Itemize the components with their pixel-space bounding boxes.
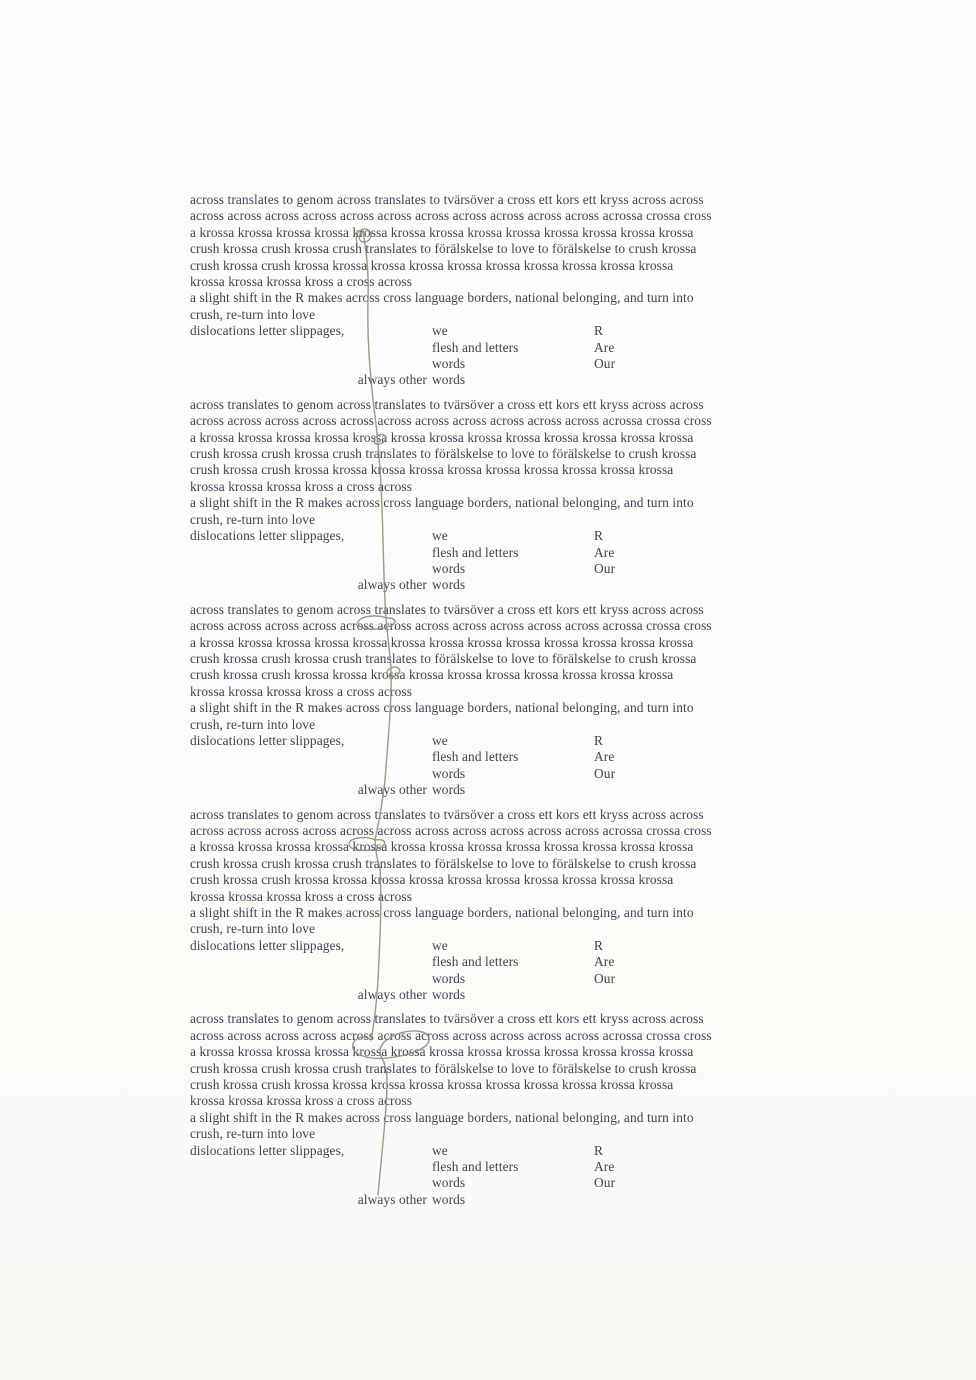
poem-footer-row xyxy=(190,577,790,593)
poem-line: crush krossa crush krossa krossa krossa krossa krossa krossa krossa krossa krossa krossa xyxy=(190,257,674,273)
poem-right-line: R xyxy=(594,937,604,953)
poem-line: crush krossa crush krossa crush translates to förälskelse to love to förälskelse to crush krossa xyxy=(190,1060,697,1076)
poem-stanza xyxy=(190,602,790,799)
poem-left-label: dislocations letter slippages, xyxy=(190,323,345,339)
poem-columns-row xyxy=(190,938,790,987)
poem-line: across across across across across across across across across across across acrossa crossa cross xyxy=(190,1027,712,1043)
poem-stanza-lines xyxy=(190,192,790,323)
poem-footer-row xyxy=(190,782,790,798)
poem-left-column xyxy=(190,733,344,749)
poem-middle-line: words xyxy=(432,356,466,372)
poem-stanza-lines xyxy=(190,1011,790,1142)
poem-left-label: dislocations letter slippages, xyxy=(190,1142,345,1158)
poem-line: crush krossa crush krossa krossa krossa krossa krossa krossa krossa krossa krossa krossa xyxy=(190,872,674,888)
poem-line: across across across across across across across across across across across acrossa crossa cross xyxy=(190,208,712,224)
poem-left-label: dislocations letter slippages, xyxy=(190,937,345,953)
poem-line: crush krossa crush krossa krossa krossa krossa krossa krossa krossa krossa krossa krossa xyxy=(190,462,674,478)
poem-line: a krossa krossa krossa krossa krossa krossa krossa krossa krossa krossa krossa krossa krossa xyxy=(190,839,694,855)
poem-line: a krossa krossa krossa krossa krossa krossa krossa krossa krossa krossa krossa krossa krossa xyxy=(190,429,694,445)
poem-right-line: Our xyxy=(594,1175,616,1191)
poem-footer-row xyxy=(190,987,790,1003)
poem-left-label: dislocations letter slippages, xyxy=(190,732,345,748)
poem-columns-row xyxy=(190,733,790,782)
poem-middle-column xyxy=(432,323,518,372)
poem-line: krossa krossa krossa kross a cross across xyxy=(190,683,413,699)
poem-stanza xyxy=(190,192,790,389)
poem-line: a slight shift in the R makes across cross language borders, national belonging, and turn into xyxy=(190,904,694,920)
poem-right-column xyxy=(594,733,615,782)
poem-left-column xyxy=(190,528,344,544)
poem-footer-left: always other xyxy=(357,577,427,593)
poem-line: crush krossa crush krossa crush translates to förälskelse to love to förälskelse to crush krossa xyxy=(190,855,697,871)
poem-left-column xyxy=(190,938,344,954)
poem-left-column xyxy=(190,1143,344,1159)
poem-middle-line: words xyxy=(432,970,466,986)
poem-footer-left: always other xyxy=(357,372,427,388)
poem-right-line: Our xyxy=(594,765,616,781)
poem-line: across across across across across across across across across across across acrossa crossa cross xyxy=(190,822,712,838)
poem-stanza xyxy=(190,1011,790,1208)
poem-right-column xyxy=(594,528,615,577)
poem-middle-column xyxy=(432,938,518,987)
poem-middle-line: flesh and letters xyxy=(432,1159,519,1175)
poem-middle-line: flesh and letters xyxy=(432,544,519,560)
poem-line: crush krossa crush krossa crush translates to förälskelse to love to förälskelse to crush krossa xyxy=(190,241,697,257)
poem-right-line: Are xyxy=(594,544,615,560)
poem-line: a krossa krossa krossa krossa krossa krossa krossa krossa krossa krossa krossa krossa krossa xyxy=(190,1044,694,1060)
poem-footer-row xyxy=(190,1192,790,1208)
poem-footer-words: words xyxy=(432,986,466,1002)
poem-middle-line: we xyxy=(432,937,448,953)
poem-footer-words: words xyxy=(432,782,466,798)
poem-line: crush, re-turn into love xyxy=(190,306,316,322)
poem-line: crush krossa crush krossa crush translates to förälskelse to love to förälskelse to crush krossa xyxy=(190,446,697,462)
poem-right-line: Our xyxy=(594,970,616,986)
poem-line: a slight shift in the R makes across cross language borders, national belonging, and turn into xyxy=(190,700,694,716)
poem-middle-line: flesh and letters xyxy=(432,749,519,765)
poem-middle-line: we xyxy=(432,323,448,339)
poem-line: crush, re-turn into love xyxy=(190,716,316,732)
poem-line: crush krossa crush krossa krossa krossa krossa krossa krossa krossa krossa krossa krossa xyxy=(190,1077,674,1092)
poem-line: krossa krossa krossa kross a cross across xyxy=(190,888,413,904)
poem-middle-line: we xyxy=(432,732,448,748)
poem-right-column xyxy=(594,1143,615,1192)
poem-line: crush, re-turn into love xyxy=(190,511,316,527)
poem-stanza xyxy=(190,807,790,1004)
poem-stanza-lines xyxy=(190,397,790,528)
poem-line: across translates to genom across translates to tvärsöver a cross ett kors ett kryss across across xyxy=(190,806,704,822)
poem-line: across translates to genom across translates to tvärsöver a cross ett kors ett kryss across across xyxy=(190,192,704,207)
poem-footer-left: always other xyxy=(357,986,427,1002)
poem-right-line: R xyxy=(594,528,604,544)
poem-right-column xyxy=(594,938,615,987)
poem-footer-words: words xyxy=(432,577,466,593)
poem-line: krossa krossa krossa kross a cross across xyxy=(190,478,413,494)
poem-middle-line: we xyxy=(432,528,448,544)
poem-line: a krossa krossa krossa krossa krossa krossa krossa krossa krossa krossa krossa krossa krossa xyxy=(190,224,694,240)
poem-middle-line: flesh and letters xyxy=(432,954,519,970)
poem-line: across translates to genom across translates to tvärsöver a cross ett kors ett kryss across across xyxy=(190,396,704,412)
poem-line: crush, re-turn into love xyxy=(190,1126,316,1142)
poem-right-line: R xyxy=(594,1142,604,1158)
poem-line: across across across across across across across across across across across acrossa crossa cross xyxy=(190,618,712,634)
poem-middle-line: words xyxy=(432,765,466,781)
poem-right-line: R xyxy=(594,732,604,748)
poem-line: across across across across across across across across across across across acrossa crossa cross xyxy=(190,413,712,429)
poem-middle-column xyxy=(432,733,518,782)
poem-line: crush krossa crush krossa krossa krossa krossa krossa krossa krossa krossa krossa krossa xyxy=(190,667,674,683)
poem-line: across translates to genom across translates to tvärsöver a cross ett kors ett kryss across across xyxy=(190,1011,704,1027)
poem-stanza-lines xyxy=(190,602,790,733)
poem-footer-words: words xyxy=(432,372,466,388)
poem-middle-column xyxy=(432,1143,518,1192)
poem-line: krossa krossa krossa kross a cross across xyxy=(190,274,413,290)
poem-right-line: Are xyxy=(594,749,615,765)
poem-right-column xyxy=(594,323,615,372)
poem-right-line: Our xyxy=(594,560,616,576)
poem-columns-row xyxy=(190,1143,790,1192)
poem-right-line: Are xyxy=(594,1159,615,1175)
poem-line: krossa krossa krossa kross a cross across xyxy=(190,1093,413,1109)
poem-middle-line: we xyxy=(432,1142,448,1158)
poem-footer-left: always other xyxy=(357,1191,427,1207)
poem-line: a slight shift in the R makes across cross language borders, national belonging, and turn into xyxy=(190,1109,694,1125)
poem-right-line: Our xyxy=(594,356,616,372)
poem-right-line: Are xyxy=(594,954,615,970)
poem-line: crush krossa crush krossa crush translates to förälskelse to love to förälskelse to crush krossa xyxy=(190,650,697,666)
poem-stanza-lines xyxy=(190,807,790,938)
poem-middle-line: words xyxy=(432,1175,466,1191)
poem-middle-column xyxy=(432,528,518,577)
poem-columns-row xyxy=(190,528,790,577)
poem-line: a slight shift in the R makes across cross language borders, national belonging, and turn into xyxy=(190,290,694,306)
poem-line: across translates to genom across translates to tvärsöver a cross ett kors ett kryss across across xyxy=(190,601,704,617)
poem-footer-words: words xyxy=(432,1191,466,1207)
poem-middle-line: words xyxy=(432,560,466,576)
poem-footer-row xyxy=(190,372,790,388)
poem-line: a slight shift in the R makes across cross language borders, national belonging, and turn into xyxy=(190,495,694,511)
poem-left-label: dislocations letter slippages, xyxy=(190,528,345,544)
poem-footer-left: always other xyxy=(357,782,427,798)
poem-columns-row xyxy=(190,323,790,372)
poem-line: a krossa krossa krossa krossa krossa krossa krossa krossa krossa krossa krossa krossa krossa xyxy=(190,634,694,650)
poem-right-line: R xyxy=(594,323,604,339)
poem-middle-line: flesh and letters xyxy=(432,339,519,355)
poem-container xyxy=(190,192,790,1216)
poem-line: crush, re-turn into love xyxy=(190,921,316,937)
poem-right-line: Are xyxy=(594,339,615,355)
poem-left-column xyxy=(190,323,344,339)
poem-stanza xyxy=(190,397,790,594)
